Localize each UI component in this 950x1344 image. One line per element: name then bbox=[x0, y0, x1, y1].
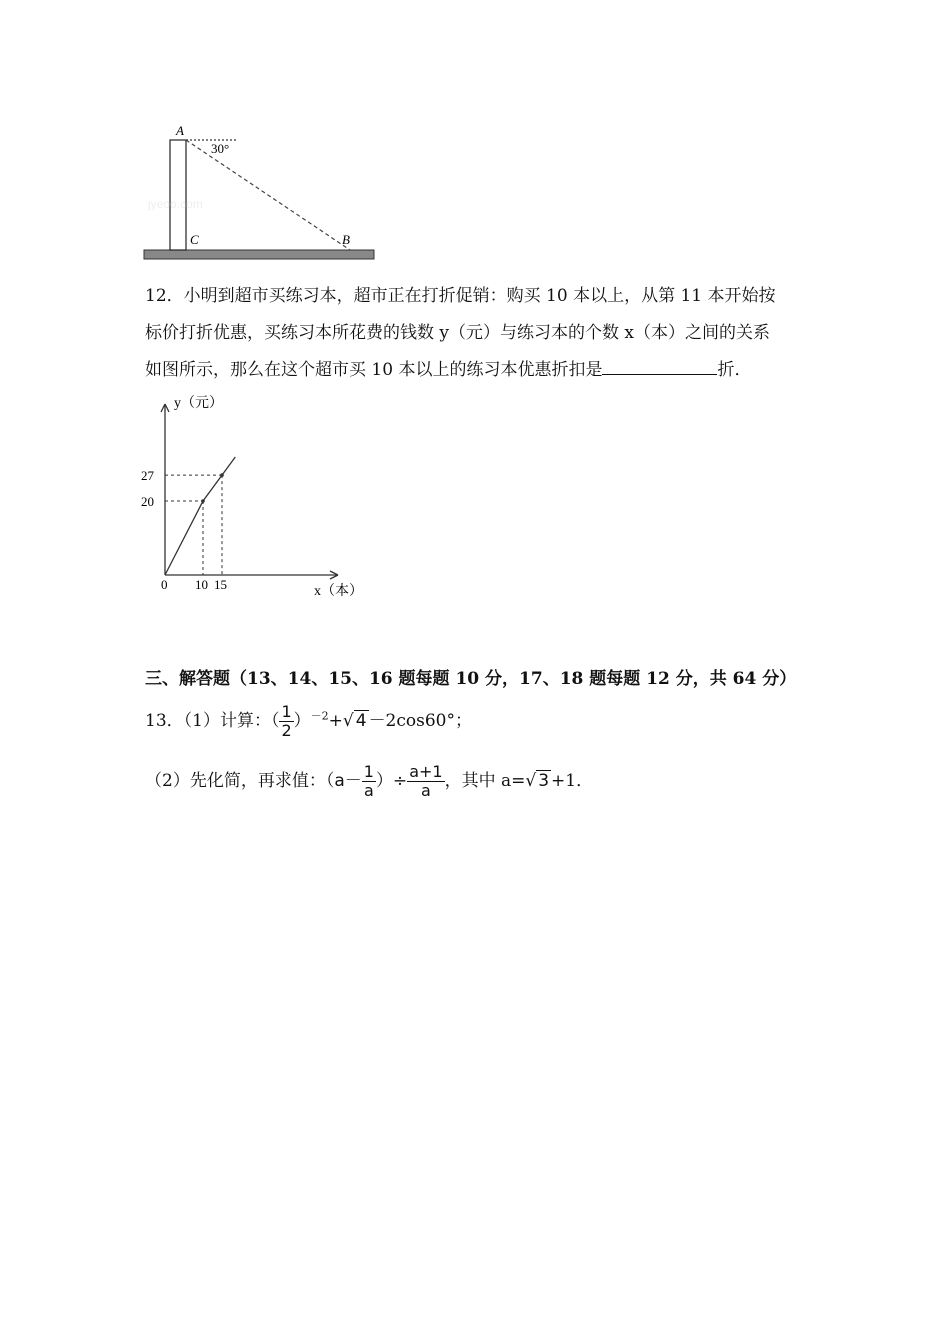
label-c: C bbox=[190, 232, 199, 247]
q12-line1: 12．小明到超市买练习本，超市正在打折促销：购买 10 本以上，从第 11 本开始按 bbox=[145, 286, 776, 306]
frac-num: 1 bbox=[281, 702, 292, 721]
frac-num: 1 bbox=[363, 762, 374, 781]
frac-num: a+1 bbox=[409, 762, 443, 781]
frac-den: a bbox=[420, 781, 431, 800]
fraction-half bbox=[279, 703, 293, 740]
data-point bbox=[220, 473, 224, 477]
q13-part1 bbox=[145, 703, 472, 740]
q13-p1-close: ） bbox=[293, 711, 311, 731]
fraction-a1-over-a bbox=[407, 763, 444, 800]
q13-p1-open: （ bbox=[270, 711, 280, 731]
q12-line2: 标价打折优惠，买练习本所花费的钱数 y（元）与练习本的个数 x（本）之间的关系 bbox=[145, 323, 770, 343]
q13-p2-close-div: ）÷ bbox=[375, 771, 408, 791]
exponent: －2 bbox=[310, 709, 329, 723]
q13-p2-label: （2）先化简，再求值： bbox=[145, 771, 326, 791]
x-axis-label: x（本） bbox=[314, 584, 363, 599]
data-point bbox=[201, 499, 205, 503]
q12-line3-pre: 如图所示，那么在这个超市买 10 本以上的练习本优惠折扣是 bbox=[145, 360, 603, 380]
frac-den: a bbox=[363, 781, 374, 800]
q13-p1-label: 13．（1）计算： bbox=[145, 711, 271, 731]
plus: + bbox=[328, 711, 343, 731]
q12-line3 bbox=[145, 352, 751, 389]
series-line bbox=[165, 457, 235, 575]
sqrt-sign: √ bbox=[525, 771, 537, 791]
answer-blank[interactable] bbox=[602, 356, 717, 375]
ground bbox=[144, 250, 374, 259]
cost-chart bbox=[138, 388, 378, 608]
label-b: B bbox=[342, 232, 350, 247]
q13-part2 bbox=[145, 763, 593, 800]
section-title: 三、解答题（13、14、15、16 题每题 10 分，17、18 题每题 12 分，共 64 分） bbox=[145, 669, 797, 689]
angle-label: 30° bbox=[211, 141, 230, 156]
y-axis-label: y（元） bbox=[174, 396, 223, 411]
q12-line3-post: 折． bbox=[717, 360, 752, 380]
x-tick-label: 0 bbox=[161, 577, 168, 592]
y-tick-label: 27 bbox=[141, 468, 154, 484]
sight-line bbox=[186, 140, 350, 250]
q13-p1-rest: －2cos60°； bbox=[368, 711, 472, 731]
sqrt-3: 3 bbox=[538, 771, 550, 791]
tower-figure bbox=[138, 118, 383, 268]
sqrt-sign: √ bbox=[342, 711, 354, 731]
watermark: jyeoo.com bbox=[148, 197, 203, 211]
label-a: A bbox=[176, 123, 184, 138]
frac-den: 2 bbox=[281, 721, 292, 740]
x-tick-label: 10 bbox=[195, 577, 208, 592]
y-tick-label: 20 bbox=[141, 494, 154, 509]
tower bbox=[170, 140, 186, 250]
q13-p2-end: +1． bbox=[551, 771, 594, 791]
sqrt-4: 4 bbox=[355, 711, 367, 731]
q13-p2-mid: ，其中 a= bbox=[444, 771, 526, 791]
fraction-1-over-a bbox=[362, 763, 376, 800]
x-tick-label: 15 bbox=[214, 577, 227, 592]
q13-p2-open: （a－ bbox=[325, 771, 362, 791]
